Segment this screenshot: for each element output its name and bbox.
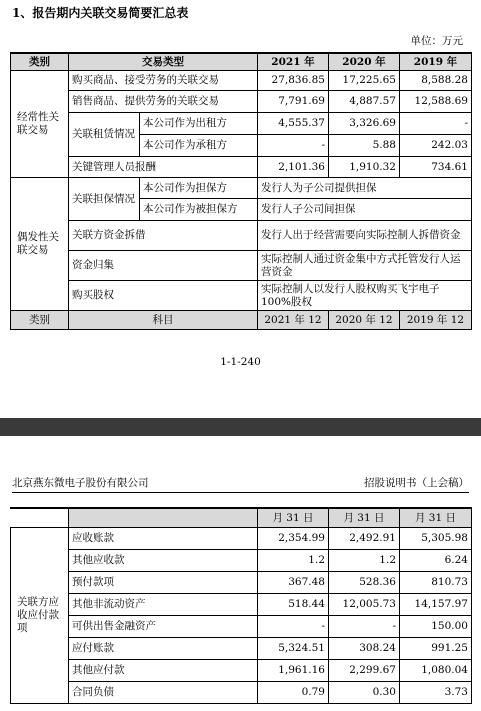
related-transactions-table xyxy=(10,52,472,330)
table-row xyxy=(11,71,472,91)
cell-value: 991.25 xyxy=(400,638,472,660)
table-row xyxy=(11,528,472,550)
header-2020: 2020 年 xyxy=(329,53,400,71)
cell-value: 2,492.91 xyxy=(329,528,400,550)
table-row xyxy=(11,178,472,199)
table-header-row xyxy=(11,508,472,528)
cell-value: 1.2 xyxy=(258,550,329,572)
header-category: 类别 xyxy=(11,53,69,71)
row-sublabel: 本公司作为承租方 xyxy=(140,135,258,157)
cell-value: 3.73 xyxy=(400,682,472,704)
row-label: 合同负债 xyxy=(69,682,258,704)
table-row xyxy=(11,550,472,572)
row-label: 应付账款 xyxy=(69,638,258,660)
table-row xyxy=(11,157,472,178)
cell-value: 2,354.99 xyxy=(258,528,329,550)
cell-value: 5,305.98 xyxy=(400,528,472,550)
table-row xyxy=(11,594,472,616)
table-row xyxy=(11,660,472,682)
cell-value: 367.48 xyxy=(258,572,329,594)
table-row xyxy=(11,638,472,660)
header-type: 交易类型 xyxy=(69,53,258,71)
cell-value: 242.03 xyxy=(400,135,472,157)
cell-value: 0.79 xyxy=(258,682,329,704)
running-header xyxy=(12,475,469,493)
cell-value: 12,005.73 xyxy=(329,594,400,616)
table-row xyxy=(11,221,472,251)
cell-value: 5.88 xyxy=(329,135,400,157)
document-name: 招股说明书（上会稿） xyxy=(364,477,469,489)
category-regular: 经常性关联交易 xyxy=(11,71,69,178)
header-2019: 2019 年 xyxy=(400,53,472,71)
cell-value: 1,910.32 xyxy=(329,157,400,178)
document-page-2 xyxy=(0,436,481,711)
row-description: 发行人子公司间担保 xyxy=(258,199,472,221)
row-label: 关联方资金拆借 xyxy=(69,221,258,251)
header-date: 月 31 日 xyxy=(258,508,329,528)
row-label: 关联租赁情况 xyxy=(69,113,140,157)
header-date: 月 31 日 xyxy=(400,508,472,528)
table-footer-row xyxy=(11,311,472,330)
cell-value: 810.73 xyxy=(400,572,472,594)
cell-value: 4,887.57 xyxy=(329,91,400,113)
table-row xyxy=(11,91,472,113)
section-title: 1、报告期内关联交易简要汇总表 xyxy=(12,6,189,20)
row-label: 购买股权 xyxy=(69,281,258,311)
row-sublabel: 本公司作为担保方 xyxy=(140,178,258,199)
cell-value: 1,961.16 xyxy=(258,660,329,682)
row-description: 发行人为子公司提供担保 xyxy=(258,178,472,199)
cell-value: 734.61 xyxy=(400,157,472,178)
cell-value: - xyxy=(258,135,329,157)
row-label: 关键管理人员报酬 xyxy=(69,157,258,178)
footer-subject: 科目 xyxy=(69,311,258,330)
row-description: 实际控制人以发行人股权购买飞宇电子100%股权 xyxy=(258,281,472,311)
cell-value: - xyxy=(329,616,400,638)
footer-2020: 2020 年 12 xyxy=(329,311,400,330)
cell-value: 7,791.69 xyxy=(258,91,329,113)
cell-value: 528.36 xyxy=(329,572,400,594)
row-label: 预付款项 xyxy=(69,572,258,594)
cell-value: 150.00 xyxy=(400,616,472,638)
cell-value: 12,588.69 xyxy=(400,91,472,113)
table-row xyxy=(11,616,472,638)
cell-value: 1.2 xyxy=(329,550,400,572)
cell-value: 5,324.51 xyxy=(258,638,329,660)
footer-2021: 2021 年 12 xyxy=(258,311,329,330)
header-blank xyxy=(11,508,69,528)
table-header-row xyxy=(11,53,472,71)
cell-value: 0.30 xyxy=(329,682,400,704)
row-label: 可供出售金融资产 xyxy=(69,616,258,638)
row-label: 关联担保情况 xyxy=(69,178,140,221)
table-row xyxy=(11,113,472,135)
related-receivables-payables-table xyxy=(10,507,472,704)
footer-category: 类别 xyxy=(11,311,69,330)
row-sublabel: 本公司作为出租方 xyxy=(140,113,258,135)
table-row xyxy=(11,682,472,704)
row-label: 其他非流动资产 xyxy=(69,594,258,616)
page-separator xyxy=(0,418,481,436)
header-2021: 2021 年 xyxy=(258,53,329,71)
cell-value: 27,836.85 xyxy=(258,71,329,91)
row-label: 销售商品、提供劳务的关联交易 xyxy=(69,91,258,113)
cell-value: 2,101.36 xyxy=(258,157,329,178)
cell-value: 14,157.97 xyxy=(400,594,472,616)
cell-value: 17,225.65 xyxy=(329,71,400,91)
row-label: 应收账款 xyxy=(69,528,258,550)
row-sublabel: 本公司作为被担保方 xyxy=(140,199,258,221)
table-row xyxy=(11,281,472,311)
cell-value: 308.24 xyxy=(329,638,400,660)
row-description: 发行人出于经营需要向实际控制人拆借资金 xyxy=(258,221,472,251)
cell-value: - xyxy=(400,113,472,135)
page-number: 1-1-240 xyxy=(220,356,261,368)
unit-label: 单位：万元 xyxy=(410,35,463,47)
table-row xyxy=(11,251,472,281)
row-description: 实际控制人通过资金集中方式托管发行人运营资金 xyxy=(258,251,472,281)
cell-value: - xyxy=(258,616,329,638)
category-receivables-payables: 关联方应收应付款项 xyxy=(11,528,69,704)
cell-value: 6.24 xyxy=(400,550,472,572)
cell-value: 4,555.37 xyxy=(258,113,329,135)
cell-value: 1,080.04 xyxy=(400,660,472,682)
header-blank xyxy=(69,508,258,528)
cell-value: 3,326.69 xyxy=(329,113,400,135)
cell-value: 8,588.28 xyxy=(400,71,472,91)
company-name: 北京燕东微电子股份有限公司 xyxy=(12,477,149,489)
header-date: 月 31 日 xyxy=(329,508,400,528)
footer-2019: 2019 年 12 xyxy=(400,311,472,330)
row-label: 其他应收款 xyxy=(69,550,258,572)
row-label: 资金归集 xyxy=(69,251,258,281)
row-label: 其他应付款 xyxy=(69,660,258,682)
cell-value: 518.44 xyxy=(258,594,329,616)
table-row xyxy=(11,572,472,594)
category-occasional: 偶发性关联交易 xyxy=(11,178,69,311)
cell-value: 2,299.67 xyxy=(329,660,400,682)
row-label: 购买商品、接受劳务的关联交易 xyxy=(69,71,258,91)
